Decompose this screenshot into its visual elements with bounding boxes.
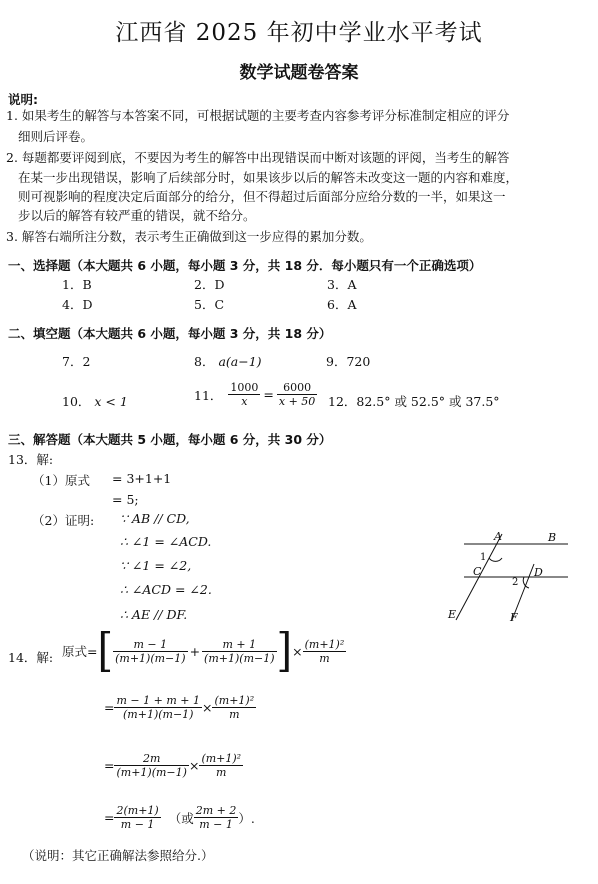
answer-11-lhs-num: 1000: [230, 381, 259, 394]
answer-10-expr: x < 1: [94, 394, 128, 409]
q14-frac3: [303, 638, 347, 665]
answer-2: 2．D: [194, 277, 225, 292]
q14-note: （说明：其它正确解法参照给分.）: [22, 848, 214, 863]
q14-s2-num: m − 1 + m + 1: [116, 694, 200, 707]
answer-3: 3．A: [327, 277, 357, 292]
proof-line: ∴ ∠1 = ∠ACD.: [120, 534, 212, 549]
label-a: A: [494, 530, 502, 543]
q14-s2-frac: [114, 694, 202, 721]
q14-alt-open: （或: [168, 810, 194, 826]
section3-heading: 三、解答题（本大题共 5 小题，每小题 6 分，共 30 分）: [8, 432, 332, 447]
q14-step1: [62, 624, 346, 678]
proof-line: ∵ ∠1 = ∠2,: [120, 558, 192, 573]
q14-s3-frac3-den: m: [199, 765, 243, 779]
q14-s3-num: 2m: [143, 752, 161, 765]
proof-line: ∴ ∠ACD = ∠2.: [120, 582, 212, 597]
answer-4: 4．D: [62, 297, 93, 312]
q14-final: [104, 804, 255, 831]
proof-line: ∴ AE // DF.: [120, 607, 188, 622]
q14-alt-den: m − 1: [194, 817, 239, 831]
q14-s2-frac3: [212, 694, 256, 721]
note-line: 步以后的解答有较严重的错误，就不给分。: [18, 208, 256, 223]
proof-line: ∵ AB // CD,: [120, 511, 190, 526]
page-subtitle: 数学试题卷答案: [239, 63, 359, 83]
q14-frac3-den: m: [303, 651, 347, 665]
note-line: 在某一步出现错误，影响了后续部分时，如果该步以后的解答未改变这一题的内容和难度，: [18, 170, 519, 185]
answer-7: 7．2: [62, 354, 91, 369]
q14-eq: =: [104, 700, 115, 715]
q14-eq: =: [104, 810, 115, 825]
q14-s2-frac3-den: m: [212, 707, 256, 721]
label-c: C: [473, 565, 482, 578]
notes-heading: 说明:: [8, 92, 38, 107]
answer-1: 1．B: [62, 277, 92, 292]
answer-11-rhs: [277, 381, 317, 408]
angle1-arc: [489, 558, 502, 561]
answer-6: 6．A: [327, 297, 357, 312]
q14-step2: [104, 694, 256, 721]
q14-step3: [104, 752, 243, 779]
q14-frac2-den: (m+1)(m−1): [204, 651, 275, 665]
q14-final-frac: [114, 804, 160, 831]
answer-11-lhs: [228, 381, 260, 408]
q14-eq: =: [104, 758, 115, 773]
label-angle1: 1: [480, 552, 487, 563]
answer-5: 5．C: [194, 297, 225, 312]
answer-8-label: 8．: [194, 354, 215, 369]
page-title: 江西省 2025 年初中学业水平考试: [115, 20, 483, 46]
q14-s3-frac: [114, 752, 188, 779]
label-angle2: 2: [512, 577, 519, 588]
q14-frac1: [113, 638, 187, 665]
q14-frac1-den: (m+1)(m−1): [115, 651, 186, 665]
section2-heading: 二、填空题（本大题共 6 小题，每小题 3 分，共 18 分）: [8, 326, 332, 341]
note-line: 2. 每题都要评阅到底，不要因为考生的解答中出现错误而中断对该题的评阅，当考生的解答: [6, 150, 510, 165]
answer-8: [194, 352, 262, 370]
q14-final-den: m − 1: [114, 817, 160, 831]
parallel-lines-figure: [446, 528, 576, 628]
q13-part1-label: （1）原式: [32, 473, 90, 488]
answer-10-label: 10．: [62, 394, 91, 409]
answer-11-label: 11．: [194, 387, 223, 403]
q14-alt-frac: [194, 804, 239, 831]
label-e: E: [448, 608, 457, 621]
answer-11-rhs-num: 6000: [283, 381, 312, 394]
note-line: 3. 解答右端所注分数，表示考生正确做到这一步应得的累加分数。: [6, 229, 372, 244]
answer-11-eq: =: [263, 387, 274, 402]
q14-times: ×: [201, 700, 213, 715]
answer-10: [62, 392, 128, 410]
q14-frac1-num: m − 1: [133, 637, 168, 651]
q14-s3-frac3: [199, 752, 243, 779]
label-d: D: [534, 566, 543, 579]
q14-alt-close: ）.: [238, 810, 255, 826]
answer-12: 12．82.5° 或 52.5° 或 37.5°: [328, 394, 500, 409]
q14-frac2: [202, 638, 276, 665]
q14-lead: 原式=: [62, 644, 98, 659]
q14-s3-frac3-num: (m+1)²: [201, 752, 242, 765]
q14-frac2-num: m + 1: [222, 637, 257, 651]
q13-part2-label: （2）证明:: [32, 513, 95, 528]
q14-final-num: 2(m+1): [116, 804, 159, 817]
q13-label: 13．解:: [8, 452, 54, 467]
q14-s2-den: (m+1)(m−1): [114, 707, 202, 721]
answer-11: [194, 381, 317, 408]
answer-8-expr: a(a−1): [218, 354, 262, 369]
q14-times: ×: [292, 643, 303, 659]
right-bracket: ]: [276, 624, 293, 678]
q14-label: 14．解:: [8, 650, 54, 665]
note-line: 1. 如果考生的解答与本答案不同，可根据试题的主要考查内容参考评分标准制定相应的评分: [6, 108, 510, 123]
label-f: F: [510, 611, 518, 624]
q13-part1-line2: = 5;: [112, 492, 139, 507]
section1-heading: 一、选择题（本大题共 6 小题，每小题 3 分，共 18 分．每小题只有一个正确选项）: [8, 258, 482, 273]
note-line: 则可视影响的程度决定后面部分的给分，但不得超过后面部分应给分数的一半，如果这一: [18, 189, 506, 204]
q14-alt-num: 2m + 2: [195, 804, 237, 817]
q14-plus: +: [189, 643, 201, 659]
q14-frac3-num: (m+1)²: [304, 637, 345, 651]
label-b: B: [548, 531, 557, 544]
answer-11-lhs-den: x: [228, 394, 260, 408]
q13-part1-line1: = 3+1+1: [112, 471, 172, 486]
note-line: 细则后评卷。: [18, 129, 94, 144]
q14-s2-frac3-num: (m+1)²: [214, 694, 255, 707]
q14-s3-den: (m+1)(m−1): [116, 766, 187, 779]
q14-times: ×: [188, 758, 200, 773]
answer-9: 9．720: [326, 354, 371, 369]
answer-11-rhs-den: x + 50: [278, 395, 316, 408]
left-bracket: [: [97, 624, 114, 678]
